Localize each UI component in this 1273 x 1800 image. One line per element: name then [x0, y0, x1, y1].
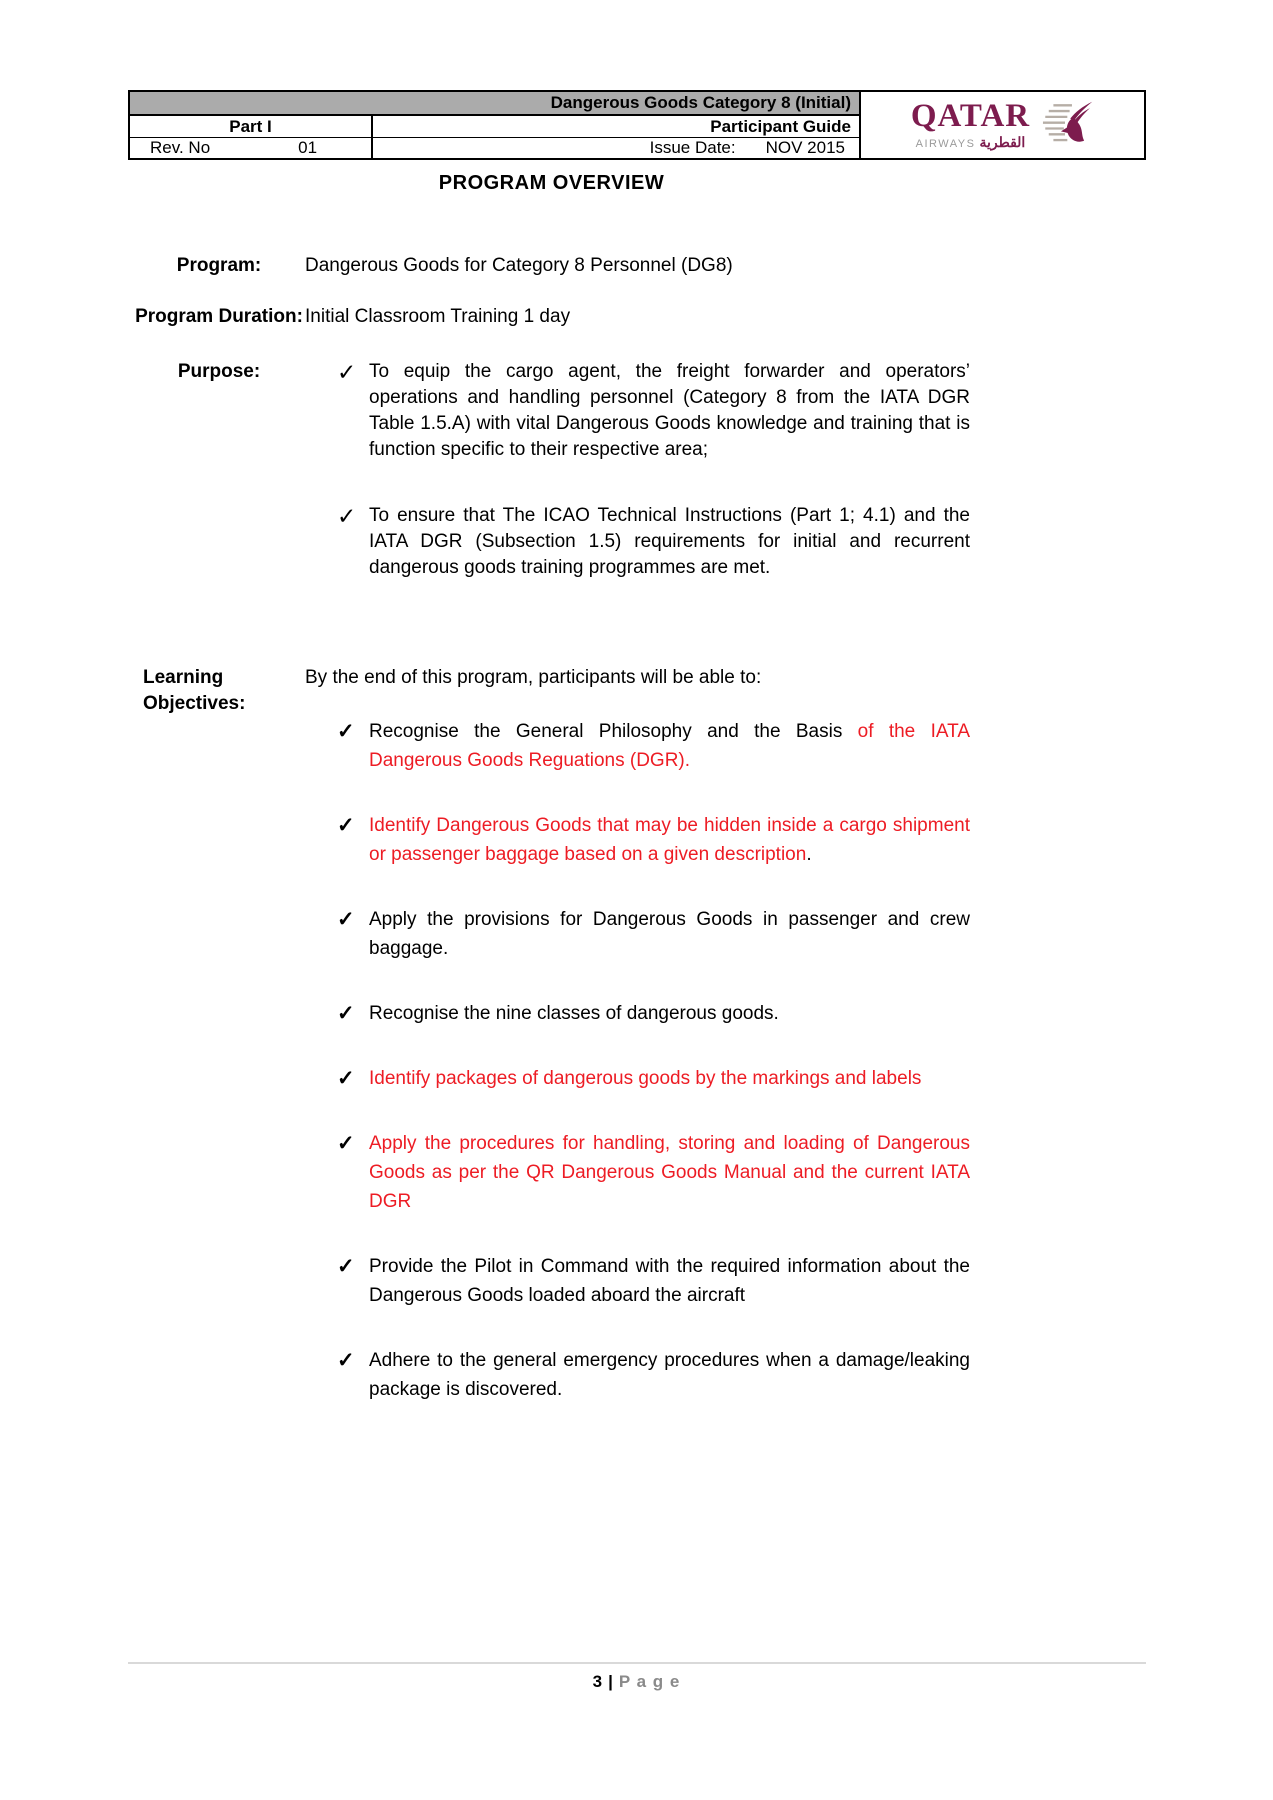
- footer-page-word: P a g e: [618, 1672, 681, 1691]
- qatar-airways-logo: [859, 92, 1144, 158]
- footer-divider: [128, 1662, 1146, 1664]
- item-text: [369, 1346, 970, 1404]
- checkmark-icon: ✓: [337, 1002, 355, 1025]
- footer-separator: |: [608, 1672, 613, 1691]
- main-content: [133, 172, 970, 1404]
- program-value: Dangerous Goods for Category 8 Personnel (DG8): [305, 255, 733, 276]
- duration-value: Initial Classroom Training 1 day: [305, 306, 571, 327]
- page-number: 3: [592, 1672, 603, 1691]
- header-table: [128, 90, 1146, 160]
- text-segment: Adhere to the general emergency procedures when a damage/leaking package is discovered.: [369, 1350, 970, 1400]
- item-text: [369, 359, 970, 463]
- purpose-row: [133, 359, 970, 581]
- checkmark-icon: ✓: [337, 814, 355, 837]
- rev-no-value: 01: [298, 138, 318, 157]
- red-text-segment: Apply the procedures for handling, storing and loading of Dangerous Goods as per the QR Dangerous Goods Manual and the current IATA DGR: [369, 1133, 970, 1212]
- objectives-intro: By the end of this program, participants will be able to:: [305, 667, 762, 688]
- text-segment: Provide the Pilot in Command with the required information about the Dangerous Goods loaded aboard the aircraft: [369, 1256, 970, 1306]
- red-text-segment: of the IATA Dangerous Goods Reguations (DGR).: [369, 721, 970, 771]
- objective-item: [337, 1252, 970, 1310]
- doc-category-title: Dangerous Goods Category 8 (Initial): [130, 92, 859, 116]
- checkmark-icon: ✓: [337, 503, 357, 529]
- objective-item: [337, 1129, 970, 1216]
- item-text: [369, 811, 970, 869]
- logo-wordmark: [911, 100, 1030, 150]
- red-text-segment: Identify Dangerous Goods that may be hidden inside a cargo shipment or passenger baggage based on a given description: [369, 815, 970, 865]
- item-text: [369, 503, 970, 581]
- objectives-row: [133, 665, 970, 1404]
- checkmark-icon: ✓: [337, 1255, 355, 1278]
- footer: [0, 1672, 1273, 1692]
- objectives-list: [305, 717, 970, 1404]
- objective-item: [337, 905, 970, 963]
- item-text: [369, 905, 970, 963]
- part-label: Part I: [130, 116, 373, 138]
- issue-date-value: NOV 2015: [765, 138, 845, 157]
- purpose-label: Purpose:: [177, 361, 261, 382]
- qatar-wordmark: QATAR: [910, 98, 1031, 134]
- item-text: [369, 1252, 970, 1310]
- text-segment: Recognise the General Philosophy and the Basis: [369, 721, 858, 742]
- item-text: [369, 717, 970, 775]
- objective-item: [337, 1064, 970, 1093]
- checkmark-icon: ✓: [337, 1067, 355, 1090]
- checkmark-icon: ✓: [337, 908, 355, 931]
- objectives-label: Learning Objectives:: [143, 667, 246, 714]
- logo-subline: [916, 135, 1026, 150]
- duration-label: Program Duration:: [135, 306, 303, 327]
- text-segment: To ensure that The ICAO Technical Instructions (Part 1; 4.1) and the IATA DGR (Subsection 1.5) requirements for initial and recurrent dangerous goods training programmes are met.: [369, 505, 970, 578]
- text-segment: Recognise the nine classes of dangerous goods.: [369, 1003, 779, 1024]
- text-segment: Apply the provisions for Dangerous Goods in passenger and crew baggage.: [369, 909, 970, 959]
- checkmark-icon: ✓: [337, 720, 355, 743]
- arabic-wordmark: القطرية: [979, 134, 1026, 150]
- page-title: PROGRAM OVERVIEW: [438, 172, 665, 194]
- purpose-item: [337, 359, 970, 463]
- item-text: [369, 1129, 970, 1216]
- issue-date-label: Issue Date:: [649, 138, 736, 157]
- duration-row: [133, 304, 970, 330]
- item-text: [369, 999, 970, 1028]
- text-segment: .: [806, 844, 812, 865]
- objective-item: [337, 717, 970, 775]
- program-row: [133, 253, 970, 279]
- revision-row: [130, 138, 373, 158]
- issue-date-row: [373, 138, 859, 158]
- item-text: [369, 1064, 970, 1093]
- checkmark-icon: ✓: [337, 1132, 355, 1155]
- rev-no-label: Rev. No: [150, 138, 211, 157]
- guide-label: Participant Guide: [373, 116, 859, 138]
- checkmark-icon: ✓: [337, 359, 357, 385]
- program-label: Program:: [176, 255, 262, 276]
- airways-wordmark: AIRWAYS: [915, 138, 976, 150]
- objective-item: [337, 811, 970, 869]
- red-text-segment: Identify packages of dangerous goods by the markings and labels: [369, 1068, 922, 1089]
- objective-item: [337, 999, 970, 1028]
- checkmark-icon: ✓: [337, 1349, 355, 1372]
- purpose-list: [305, 359, 970, 581]
- oryx-icon: [1036, 98, 1094, 152]
- objective-item: [337, 1346, 970, 1404]
- text-segment: To equip the cargo agent, the freight forwarder and operators’ operations and handling personnel (Category 8 from the IATA DGR Table 1.5.A) with vital Dangerous Goods knowledge and training that is function specific to their respective area;: [369, 361, 970, 460]
- purpose-item: [337, 503, 970, 581]
